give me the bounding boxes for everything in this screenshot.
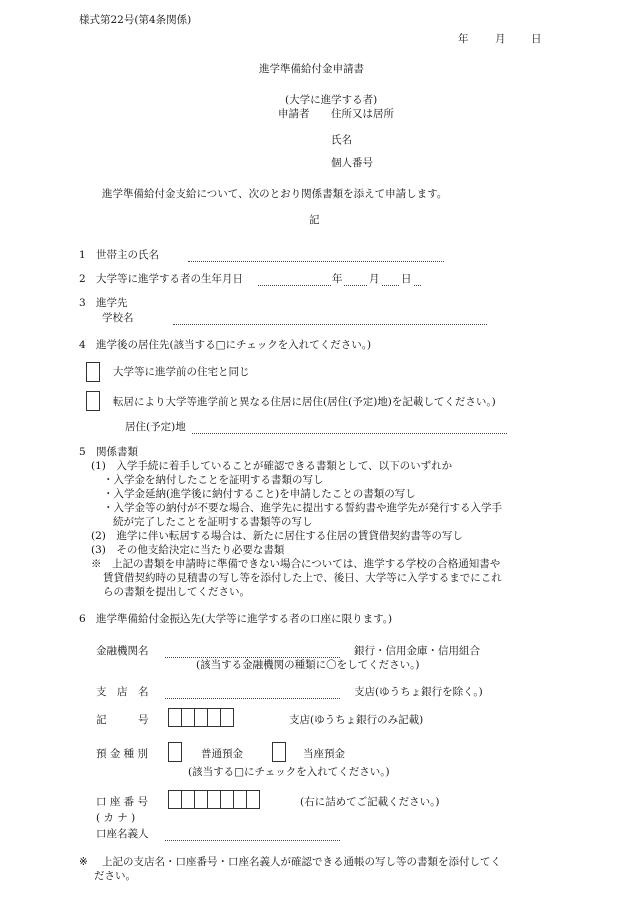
ki-mark: 記	[309, 214, 320, 226]
symbol-cell[interactable]	[168, 708, 182, 727]
item3-label: 進学先	[96, 297, 128, 309]
item3-number: 3	[79, 297, 86, 309]
date-day-label: 日	[531, 33, 542, 45]
birth-month-label: 月	[369, 273, 380, 285]
account-cell[interactable]	[207, 790, 221, 809]
footer-line-2: ださい。	[94, 870, 136, 882]
doc-line: (1) 入学手続に着手していることが確認できる書類として、以下のいずれか	[91, 460, 453, 472]
applicant-address-label: 住所又は居所	[331, 108, 394, 120]
birth-day-label: 日	[401, 273, 412, 285]
kana-label: ( カ ナ )	[96, 812, 136, 824]
residence-same-checkbox[interactable]	[86, 362, 100, 382]
symbol-label: 記 号	[96, 714, 149, 726]
account-cell[interactable]	[233, 790, 247, 809]
date-month-label: 月	[495, 33, 506, 45]
branch-name-field[interactable]	[165, 698, 340, 699]
birth-year-label: 年	[332, 273, 343, 285]
residence-moved-checkbox[interactable]	[86, 391, 100, 411]
doc-line: (2) 進学に伴い転居する場合は、新たに居住する住居の賃貸借契約書等の写し	[91, 530, 463, 542]
symbol-suffix-label: 支店(ゆうちょ銀行のみ記載)	[289, 714, 424, 726]
applicant-personal-number-label: 個人番号	[331, 157, 373, 169]
document-title: 進学準備給付金申請書	[259, 63, 364, 75]
ordinary-deposit-label: 普通預金	[201, 748, 243, 760]
form-number: 様式第22号(第4条関係)	[79, 14, 192, 26]
current-deposit-checkbox[interactable]	[272, 742, 286, 762]
account-holder-label: 口座名義人	[96, 828, 149, 840]
account-cell[interactable]	[194, 790, 208, 809]
ordinary-deposit-checkbox[interactable]	[168, 742, 182, 762]
bank-type-label: 銀行・信用金庫・信用組合	[354, 645, 480, 657]
residence-moved-label: 転居により大学等進学前と異なる住居に居住(居住(予定)地)を記載してください。)	[113, 396, 496, 408]
intro-text: 進学準備給付金支給について、次のとおり関係書類を添えて申請します。	[102, 188, 448, 200]
applicant-name-label: 氏名	[331, 134, 352, 146]
account-number-label: 口 座 番 号	[96, 796, 149, 808]
symbol-cell[interactable]	[194, 708, 208, 727]
doc-note: 賃貸借契約時の見積書の写し等を添付した上で、後日、大学等に入学するまでにこれ	[103, 572, 502, 584]
bank-name-label: 金融機関名	[96, 645, 149, 657]
account-cell[interactable]	[220, 790, 234, 809]
account-cell[interactable]	[246, 790, 260, 809]
item4-label: 進学後の居住先(該当する□にチェックを入れてください。)	[96, 339, 372, 351]
symbol-input-cells[interactable]	[168, 708, 233, 727]
date-year-label: 年	[458, 33, 469, 45]
current-deposit-label: 当座預金	[303, 748, 345, 760]
symbol-cell[interactable]	[181, 708, 195, 727]
footer-line-1: 上記の支店名・口座番号・口座名義人が確認できる通帳の写し等の書類を添付してく	[102, 856, 501, 868]
doc-line: 続が完了したことを証明する書類等の写し	[113, 516, 313, 528]
school-name-field[interactable]	[173, 324, 487, 325]
doc-note: らの書類を提出してください。	[103, 586, 250, 598]
item6-number: 6	[79, 613, 86, 625]
symbol-cell[interactable]	[220, 708, 234, 727]
bank-type-note: (該当する金融機関の種類に〇をしてください。)	[196, 659, 420, 671]
doc-line: ・入学金延納(進学後に納付すること)を申請したことの書類の写し	[103, 488, 416, 500]
item5-number: 5	[79, 446, 86, 458]
deposit-type-label: 預 金 種 別	[96, 748, 149, 760]
bank-name-field[interactable]	[165, 657, 340, 658]
item2-label: 大学等に進学する者の生年月日	[96, 273, 243, 285]
account-number-cells[interactable]	[168, 790, 259, 809]
account-holder-field[interactable]	[165, 840, 340, 841]
account-cell[interactable]	[168, 790, 182, 809]
item4-number: 4	[79, 339, 86, 351]
deposit-type-note: (該当する□にチェックを入れてください。)	[188, 766, 390, 778]
symbol-cell[interactable]	[207, 708, 221, 727]
planned-residence-field[interactable]	[192, 433, 507, 434]
applicant-note: (大学に進学する者)	[285, 94, 378, 106]
branch-suffix-label: 支店(ゆうちょ銀行を除く。)	[354, 686, 483, 698]
item1-label: 世帯主の氏名	[96, 249, 159, 261]
doc-line: (3) その他支給決定に当たり必要な書類	[91, 544, 285, 556]
footer-mark: ※	[79, 856, 88, 868]
doc-line: ・入学金を納付したことを証明する書類の写し	[103, 474, 324, 486]
item1-number: 1	[79, 249, 86, 261]
residence-same-label: 大学等に進学前の住宅と同じ	[113, 366, 250, 378]
household-head-name-field[interactable]	[188, 261, 444, 262]
item2-number: 2	[79, 273, 86, 285]
item6-label: 進学準備給付金振込先(大学等に進学する者の口座に限ります。)	[96, 613, 393, 625]
item5-label: 関係書類	[96, 446, 138, 458]
doc-note: ※ 上記の書類を申請時に準備できない場合については、進学する学校の合格通知書や	[91, 558, 501, 570]
doc-line: ・入学金等の納付が不要な場合、進学先に提出する誓約書や進学先が発行する入学手	[103, 502, 502, 514]
branch-name-label: 支 店 名	[96, 686, 149, 698]
account-number-note: (右に詰めてご記載ください。)	[300, 796, 440, 808]
school-name-label: 学校名	[102, 312, 134, 324]
applicant-label: 申請者	[278, 108, 310, 120]
account-cell[interactable]	[181, 790, 195, 809]
planned-residence-label: 居住(予定)地	[125, 421, 186, 433]
